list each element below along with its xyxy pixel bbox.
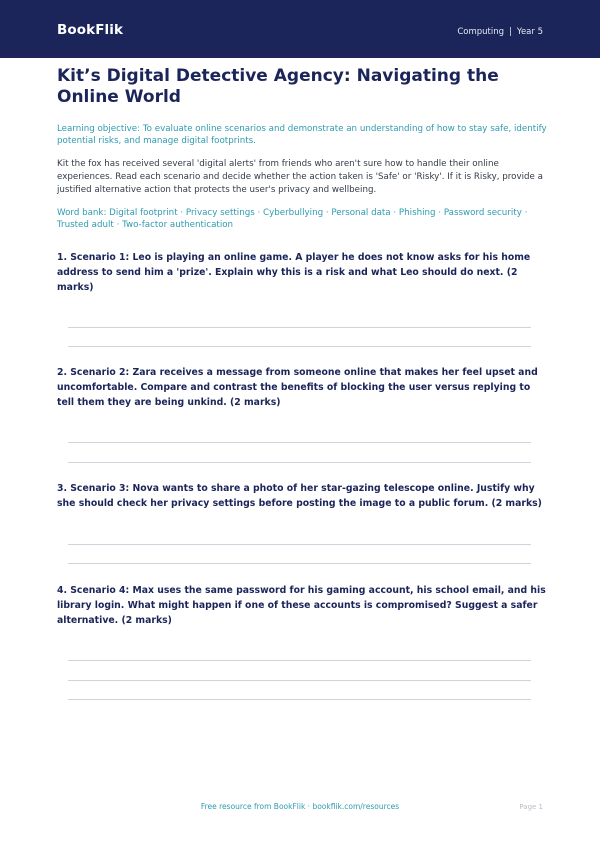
question-3: 3. Scenario 3: Nova wants to share a photo of her star-gazing telescope online. Justify why she should check her privacy settings before posting the image to a public forum. (2 marks)	[57, 483, 542, 509]
intro-paragraph: Kit the fox has received several 'digital alerts' from friends who aren't sure how to handle their online experiences. Read each scenario and decide whether the action taken is 'Safe' or 'Risky'. If it is Risky, provide a justified alternative action that protects the user's privacy and wellbeing.	[57, 159, 543, 195]
answer-line[interactable]	[68, 327, 531, 328]
subject-label: Computing	[457, 27, 505, 37]
subject-year-label	[457, 27, 543, 37]
question-4: 4. Scenario 4: Max uses the same password for his gaming account, his school email, and his library login. What might happen if one of these accounts is compromised? Suggest a safer alternative. (2 marks)	[57, 585, 546, 626]
header-separator: |	[509, 27, 512, 37]
learning-objective: Learning objective: To evaluate online scenarios and demonstrate an understanding of how to stay safe, identify potential risks, and manage digital footprints.	[57, 124, 547, 146]
answer-line[interactable]	[68, 660, 531, 661]
answer-line[interactable]	[68, 699, 531, 700]
page-number: Page 1	[519, 803, 543, 811]
worksheet-title: Kit’s Digital Detective Agency: Navigating the Online World	[57, 66, 499, 107]
footer-credit: Free resource from BookFlik · bookflik.com/resources	[200, 802, 400, 811]
answer-line[interactable]	[68, 442, 531, 443]
header-bar	[0, 0, 600, 58]
brand-logo-text: BookFlik	[57, 22, 124, 38]
question-2: 2. Scenario 2: Zara receives a message from someone online that makes her feel upset and uncomfortable. Compare and contrast the benefits of blocking the user versus replying to tell them they are being unkind. (2 marks)	[57, 367, 538, 408]
answer-line[interactable]	[68, 346, 531, 347]
answer-line[interactable]	[68, 563, 531, 564]
year-label: Year 5	[516, 27, 543, 37]
answer-line[interactable]	[68, 462, 531, 463]
question-1: 1. Scenario 1: Leo is playing an online game. A player he does not know asks for his home address to send him a 'prize'. Explain why this is a risk and what Leo should do next. (2 marks)	[57, 252, 531, 293]
answer-line[interactable]	[68, 544, 531, 545]
answer-line[interactable]	[68, 680, 531, 681]
word-bank: Word bank: Digital footprint · Privacy settings · Cyberbullying · Personal data · Phishing · Password security · Trusted adult · Two-factor authentication	[57, 208, 528, 230]
